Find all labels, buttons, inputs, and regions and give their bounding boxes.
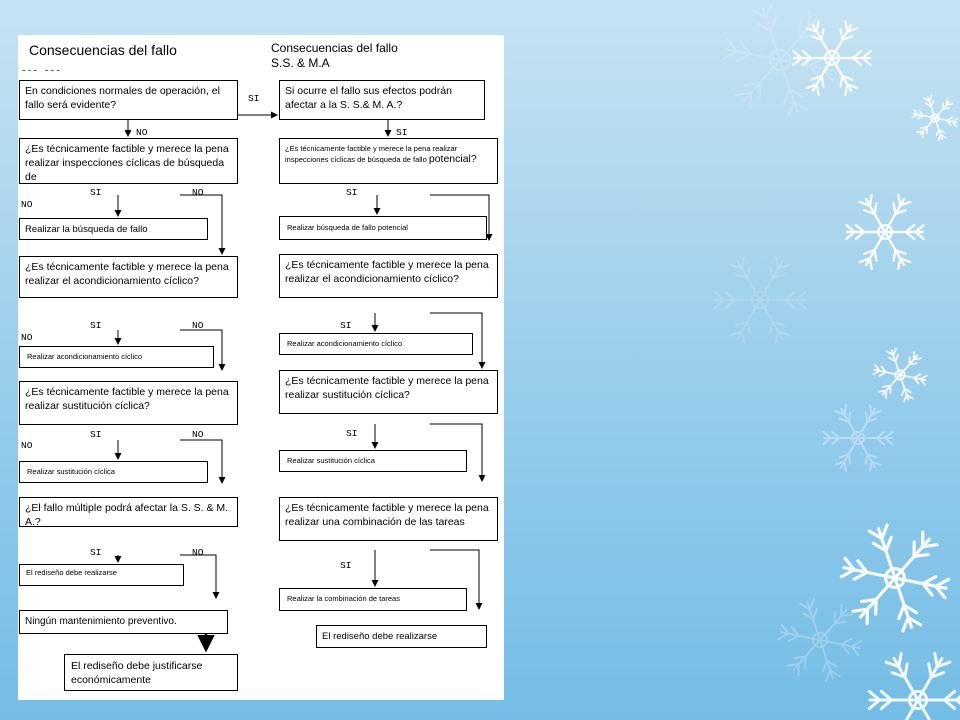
label-si: SI <box>90 429 102 440</box>
label-si: SI <box>346 428 358 439</box>
snowflake-icon <box>824 405 893 471</box>
right-a2-box: Realizar búsqueda de fallo potencial <box>279 216 487 240</box>
left-a4-box: Realizar sustitución cíclica <box>19 461 208 483</box>
left-a3-box: Realizar acondicionamiento cíclico <box>19 346 214 368</box>
right-q5-box: ¿Es técnicamente factible y merece la pena realizar una combinación de las tareas <box>279 497 498 541</box>
left-a7-box: El rediseño debe justificarse económicamente <box>64 654 238 691</box>
snowflake-icon <box>846 195 923 269</box>
label-si: SI <box>90 547 102 558</box>
right-a4-box: Realizar sustitución cíclica <box>279 450 467 472</box>
right-title-line2: S.S. & M.A <box>271 56 330 70</box>
snowflake-icon <box>869 654 960 720</box>
snowflake-icons <box>714 4 960 720</box>
right-column-title <box>271 41 398 71</box>
left-q4-box: ¿Es técnicamente factible y merece la pena realizar sustitución cíclica? <box>19 381 238 425</box>
right-q4-box: ¿Es técnicamente factible y merece la pena realizar sustitución cíclica? <box>279 370 498 414</box>
left-q5-box: ¿El fallo múltiple podrá afectar la S. S. & M. A.? <box>19 497 238 527</box>
snowflake-icon <box>779 599 861 681</box>
label-no: NO <box>21 199 33 210</box>
label-no: NO <box>192 547 204 558</box>
label-no: NO <box>136 127 148 138</box>
left-q1-box: En condiciones normales de operación, el fallo será evidente? <box>19 80 238 120</box>
snowflake-icon <box>873 349 927 402</box>
label-si: SI <box>396 127 408 138</box>
right-a3-box: Realizar acondicionamiento cíclico <box>279 333 473 355</box>
left-a6-box: Ningún mantenimiento preventivo. <box>19 610 228 634</box>
label-si: SI <box>340 320 352 331</box>
left-q3-box: ¿Es técnicamente factible y merece la pena realizar el acondicionamiento cíclico? <box>19 256 238 298</box>
snowflake-icon <box>714 256 805 343</box>
left-column-title: Consecuencias del fallo <box>29 42 177 58</box>
right-a6-box: El rediseño debe realizarse <box>316 625 487 648</box>
label-no: NO <box>192 429 204 440</box>
label-no: NO <box>21 440 33 451</box>
label-no: NO <box>192 320 204 331</box>
label-no: NO <box>192 187 204 198</box>
right-q2-text: ¿Es técnicamente factible y merece la pena realizar inspecciones cíclicas de búsqueda de fallo <box>285 144 458 164</box>
snowflake-icon <box>841 525 948 631</box>
label-si: SI <box>90 187 102 198</box>
snowflake-icon <box>912 96 957 141</box>
left-a2-box: Realizar la búsqueda de fallo <box>19 218 208 240</box>
right-a5-box: Realizar la combinación de tareas <box>279 588 467 611</box>
right-q1-box: Si ocurre el fallo sus efectos podrán afectar a la S. S.& M. A.? <box>279 80 485 120</box>
top-dash-mark: --- --- <box>21 65 61 76</box>
label-si: SI <box>346 187 358 198</box>
left-q2-box: ¿Es técnicamente factible y merece la pena realizar inspecciones cíclicas de búsqueda de <box>19 138 238 184</box>
right-title-line1: Consecuencias del fallo <box>271 41 398 55</box>
label-si: SI <box>248 93 260 104</box>
label-si: SI <box>90 320 102 331</box>
right-q2-box <box>279 138 498 184</box>
right-q2-emphasis: potencial? <box>428 153 477 165</box>
left-a5-box: El rediseño debe realizarse <box>19 564 184 586</box>
label-si: SI <box>340 560 352 571</box>
right-q3-box: ¿Es técnicamente factible y merece la pena realizar el acondicionamiento cíclico? <box>279 254 498 298</box>
label-no: NO <box>21 332 33 343</box>
